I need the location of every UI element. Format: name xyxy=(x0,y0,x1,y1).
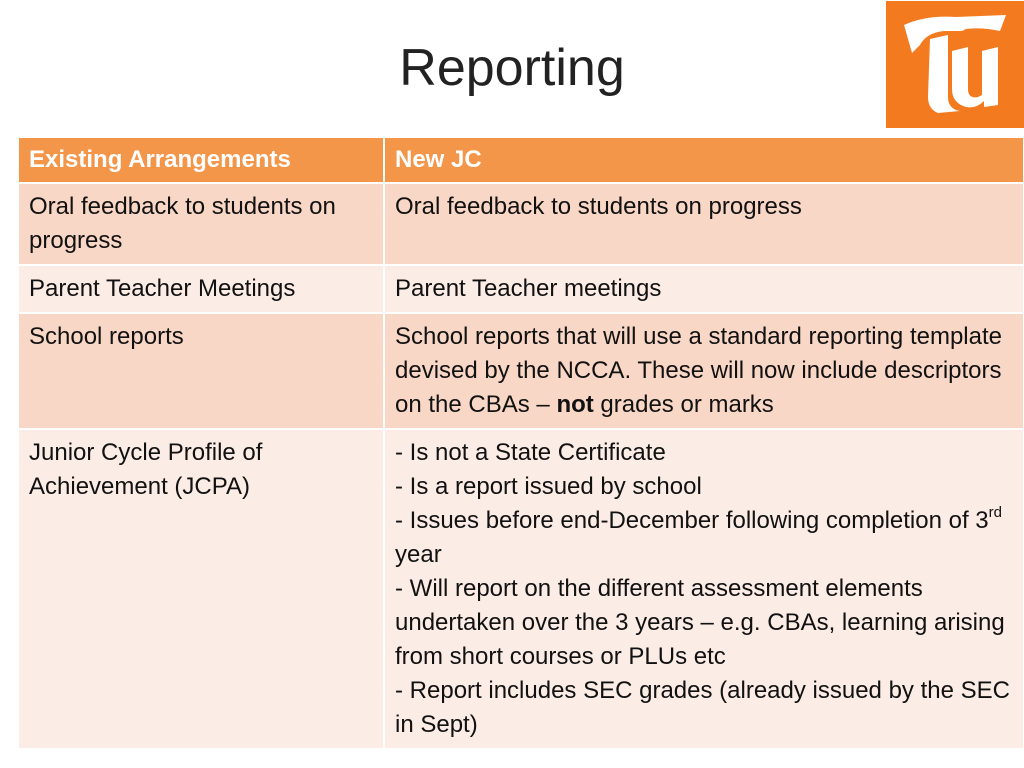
bullet-line: - Will report on the different assessment elements undertaken over the 3 years – e.g. CBAs, learning arising from short courses or PLUs etc xyxy=(395,575,1005,670)
cell-existing: Oral feedback to students on progress xyxy=(18,183,384,265)
table-row xyxy=(18,313,1024,429)
emphasis-not: not xyxy=(556,391,594,418)
bullet-line: - Is not a State Certificate xyxy=(395,439,666,466)
bullet-line: - Is a report issued by school xyxy=(395,473,702,500)
cell-existing: School reports xyxy=(18,313,384,429)
reporting-table xyxy=(17,136,1024,750)
table-row xyxy=(18,265,1024,313)
tu-logo-icon xyxy=(886,1,1024,128)
cell-new xyxy=(384,429,1024,749)
bullet-text: - Issues before end-December following completion of 3 xyxy=(395,507,989,534)
header-existing-arrangements: Existing Arrangements xyxy=(18,137,384,183)
table-row xyxy=(18,183,1024,265)
header-new-jc: New JC xyxy=(384,137,1024,183)
bullet-line xyxy=(395,504,1013,572)
ordinal-suffix: rd xyxy=(988,504,1002,521)
tu-logo xyxy=(886,1,1024,128)
cell-existing: Junior Cycle Profile of Achievement (JCPA) xyxy=(18,429,384,749)
cell-new: Oral feedback to students on progress xyxy=(384,183,1024,265)
cell-new xyxy=(384,313,1024,429)
table-header-row xyxy=(18,137,1024,183)
cell-existing: Parent Teacher Meetings xyxy=(18,265,384,313)
cell-new-text-end: grades or marks xyxy=(593,391,774,418)
bullet-text-end: year xyxy=(395,541,442,568)
cell-new: Parent Teacher meetings xyxy=(384,265,1024,313)
table-row xyxy=(18,429,1024,749)
cell-new-text: School reports that will use a standard reporting template devised by the NCCA. These will now include descriptors on the CBAs – xyxy=(395,323,1002,418)
page-title: Reporting xyxy=(399,39,625,97)
bullet-line: - Report includes SEC grades (already issued by the SEC in Sept) xyxy=(395,677,1010,738)
